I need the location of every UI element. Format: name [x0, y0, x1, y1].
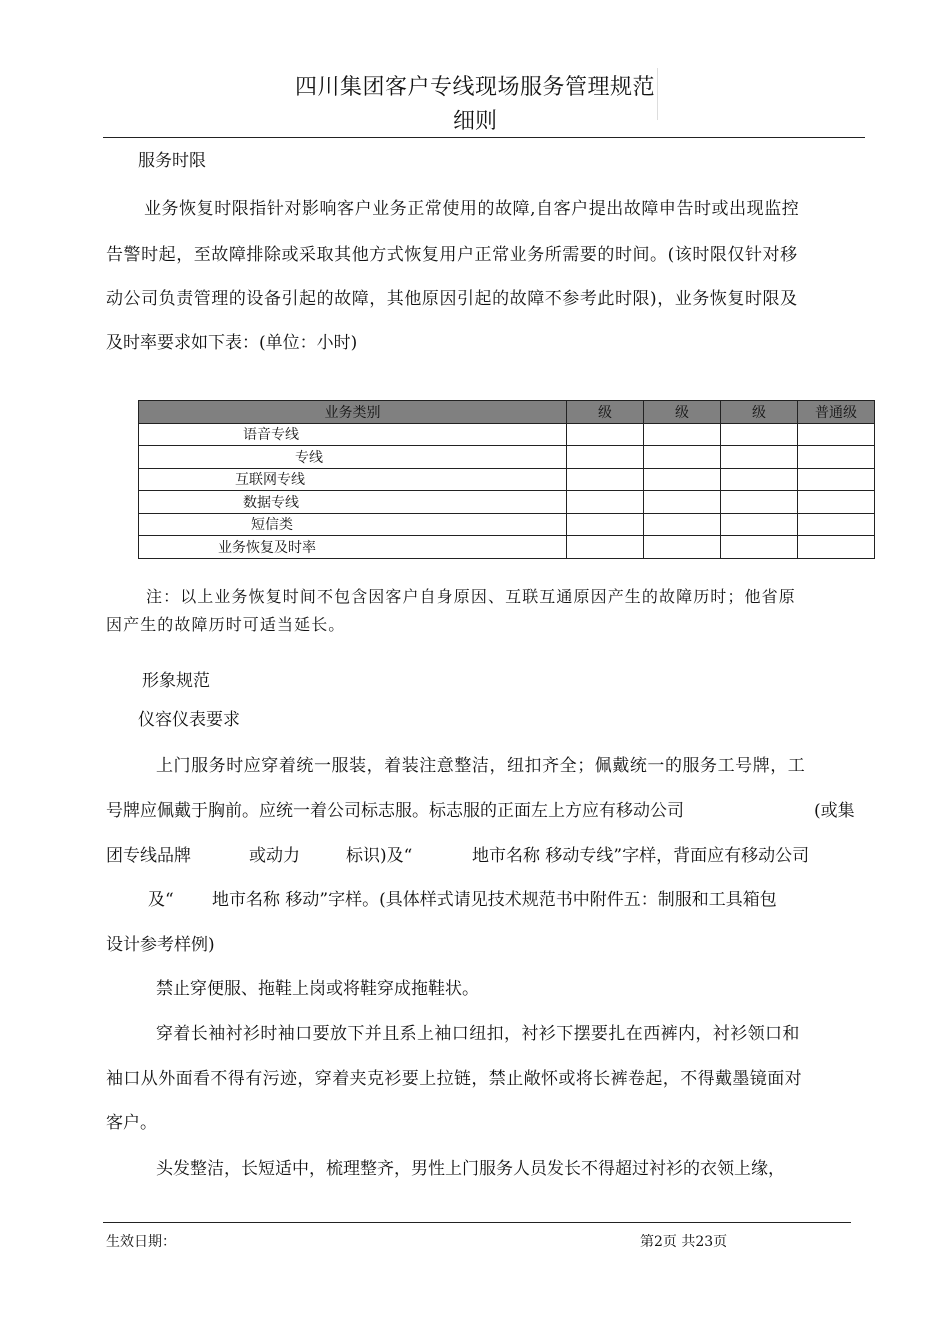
table-cell [798, 513, 875, 536]
table-cell [721, 446, 798, 469]
table-cell [567, 513, 644, 536]
service-recovery-table [138, 400, 875, 559]
table-header-row [139, 401, 875, 424]
paragraph-fragment: 团专线品牌 [106, 846, 191, 866]
paragraph-line: 动公司负责管理的设备引起的故障，其他原因引起的故障不参考此时限)，业务恢复时限及 [106, 289, 798, 309]
paragraph-line: 上门服务时应穿着统一服装，着装注意整洁，纽扣齐全；佩戴统一的服务工号牌，工 [156, 756, 806, 776]
paragraph-line: 客户。 [106, 1113, 157, 1133]
table-row [139, 468, 875, 491]
effective-date-label: 生效日期： [106, 1234, 176, 1250]
paragraph-line: 告警时起，至故障排除或采取其他方式恢复用户正常业务所需要的时间。(该时限仅针对移 [106, 245, 798, 265]
table-header-cell: 业务类别 [139, 401, 567, 424]
table-cell [798, 468, 875, 491]
header-divider [657, 68, 658, 120]
table-cell [721, 536, 798, 559]
note-line: 因产生的故障历时可适当延长。 [106, 615, 346, 634]
table-cell [721, 491, 798, 514]
table-header-cell: 普通级 [798, 401, 875, 424]
paragraph-fragment: 地市名称 移动专线”字样，背面应有移动公司 [472, 846, 810, 866]
footer-rule [103, 1222, 851, 1223]
table-row [139, 491, 875, 514]
paragraph-fragment: 标识)及“ [346, 846, 413, 866]
table-cell [567, 423, 644, 446]
table-header-cell: 级 [567, 401, 644, 424]
page-number: 第2页 共23页 [640, 1234, 728, 1250]
paragraph-fragment: 或动力 [249, 846, 300, 866]
table-cell [644, 446, 721, 469]
paragraph-line: 及时率要求如下表：(单位：小时) [106, 333, 358, 353]
paragraph-line: 袖口从外面看不得有污迹，穿着夹克衫要上拉链，禁止敞怀或将长裤卷起，不得戴墨镜面对 [106, 1069, 802, 1089]
paragraph-fragment: 地市名称 移动”字样。(具体样式请见技术规范书中附件五：制服和工具箱包 [212, 890, 777, 910]
table-cell [798, 423, 875, 446]
paragraph-line: 头发整洁，长短适中，梳理整齐，男性上门服务人员发长不得超过衬衫的衣领上缘， [156, 1159, 785, 1179]
table-cell [644, 468, 721, 491]
header-rule [103, 137, 865, 138]
paragraph-line: 号牌应佩戴于胸前。应统一着公司标志服。标志服的正面左上方应有移动公司 [106, 801, 684, 821]
table-cell [721, 423, 798, 446]
table-cell [798, 446, 875, 469]
table-cell: 数据专线 [139, 491, 567, 514]
table-cell [798, 491, 875, 514]
table-cell [567, 468, 644, 491]
note-line: 注：以上业务恢复时间不包含因客户自身原因、互联互通原因产生的故障历时；他省原 [146, 587, 796, 606]
table-row [139, 446, 875, 469]
table-cell: 短信类 [139, 513, 567, 536]
section-heading-image: 形象规范 [142, 671, 210, 691]
table-header-cell: 级 [644, 401, 721, 424]
table-cell [798, 536, 875, 559]
table-cell [567, 446, 644, 469]
table-row [139, 536, 875, 559]
paragraph-fragment: 及“ [148, 890, 174, 910]
paragraph-line: 设计参考样例) [106, 935, 215, 955]
table-cell [567, 536, 644, 559]
table-cell: 专线 [139, 446, 567, 469]
table-cell [721, 513, 798, 536]
section-heading-service-time: 服务时限 [138, 151, 206, 171]
table-cell: 互联网专线 [139, 468, 567, 491]
document-subtitle: 细则 [452, 109, 497, 134]
subsection-heading-appearance: 仪容仪表要求 [138, 710, 240, 730]
table-cell [567, 491, 644, 514]
table-cell [644, 423, 721, 446]
table-cell [721, 468, 798, 491]
table-row [139, 423, 875, 446]
paragraph-fragment: (或集 [814, 801, 855, 821]
paragraph-line: 业务恢复时限指针对影响客户业务正常使用的故障,自客户提出故障申告时或出现监控 [144, 199, 800, 219]
table-header-cell: 级 [721, 401, 798, 424]
table-cell [644, 536, 721, 559]
table-row [139, 513, 875, 536]
document-title: 四川集团客户专线现场服务管理规范 [294, 75, 655, 100]
paragraph-line: 穿着长袖衬衫时袖口要放下并且系上袖口纽扣，衬衫下摆要扎在西裤内，衬衫领口和 [156, 1024, 800, 1044]
paragraph-line: 禁止穿便服、拖鞋上岗或将鞋穿成拖鞋状。 [156, 979, 479, 999]
table-cell [644, 513, 721, 536]
table-cell [644, 491, 721, 514]
table-cell: 语音专线 [139, 423, 567, 446]
table-cell: 业务恢复及时率 [139, 536, 567, 559]
